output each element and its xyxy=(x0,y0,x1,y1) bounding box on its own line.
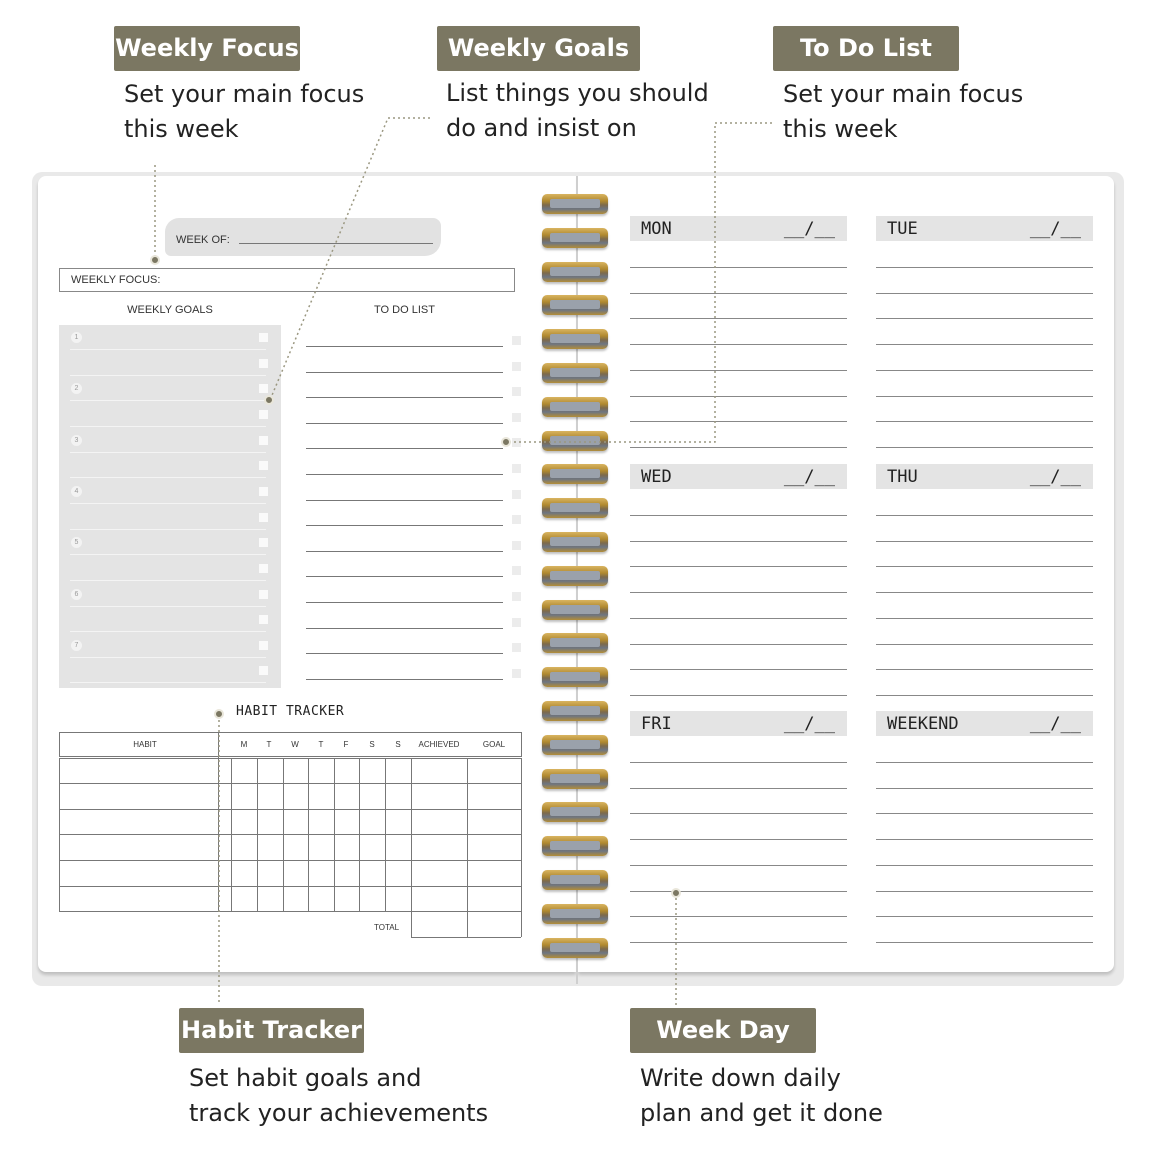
desc-habit-tracker xyxy=(189,1061,488,1131)
day-name: FRI xyxy=(641,714,672,734)
marker-to-do-list xyxy=(501,437,511,447)
desc-week-day xyxy=(640,1061,883,1131)
weekly-focus-label: WEEKLY FOCUS: xyxy=(71,274,161,286)
habit-header: ACHIEVED xyxy=(418,740,460,749)
desc-line: Set habit goals and xyxy=(189,1064,422,1092)
desc-weekly-goals xyxy=(446,76,709,146)
desc-to-do-list xyxy=(783,77,1023,147)
badge-weekly-goals: Weekly Goals xyxy=(437,26,640,71)
goal-number: 4 xyxy=(71,486,82,497)
habit-header: T xyxy=(318,740,324,749)
day-date-slot[interactable]: __/__ xyxy=(783,467,835,487)
goal-number: 6 xyxy=(71,589,82,600)
weekly-goals-heading: WEEKLY GOALS xyxy=(127,304,213,316)
day-name: TUE xyxy=(887,219,918,239)
habit-header: F xyxy=(343,740,349,749)
day-date-slot[interactable]: __/__ xyxy=(1029,219,1081,239)
goal-number: 2 xyxy=(71,383,82,394)
habit-header: S xyxy=(369,740,375,749)
habit-header: M xyxy=(240,740,248,749)
day-date-slot[interactable]: __/__ xyxy=(1029,467,1081,487)
habit-total-label: TOTAL xyxy=(374,923,400,932)
day-name: WED xyxy=(641,467,672,487)
marker-habit-tracker xyxy=(214,709,224,719)
desc-line: List things you should xyxy=(446,79,709,107)
goal-number: 1 xyxy=(71,332,82,343)
desc-line: this week xyxy=(783,115,898,143)
day-name: WEEKEND xyxy=(887,714,959,734)
habit-header: W xyxy=(291,740,299,749)
badge-habit-tracker: Habit Tracker xyxy=(179,1008,364,1053)
badge-week-day: Week Day xyxy=(630,1008,816,1053)
desc-line: this week xyxy=(124,115,239,143)
marker-week-day xyxy=(671,888,681,898)
badge-weekly-focus: Weekly Focus xyxy=(114,26,300,71)
desc-line: do and insist on xyxy=(446,114,637,142)
leader-weekly-goals xyxy=(270,118,430,400)
habit-header: T xyxy=(266,740,272,749)
marker-weekly-focus xyxy=(150,255,160,265)
habit-tracker-title: HABIT TRACKER xyxy=(236,704,345,719)
goal-number: 3 xyxy=(71,435,82,446)
desc-weekly-focus xyxy=(124,77,364,147)
habit-header: S xyxy=(395,740,401,749)
desc-line: Set your main focus xyxy=(124,80,365,108)
day-name: MON xyxy=(641,219,672,239)
badge-to-do-list: To Do List xyxy=(773,26,959,71)
desc-line: Set your main focus xyxy=(783,80,1024,108)
goal-number: 7 xyxy=(71,640,82,651)
day-date-slot[interactable]: __/__ xyxy=(783,714,835,734)
day-name: THU xyxy=(887,467,918,487)
desc-line: Write down daily xyxy=(640,1064,841,1092)
goal-number: 5 xyxy=(71,537,82,548)
leader-to-do-list xyxy=(506,123,772,442)
todo-list-heading: TO DO LIST xyxy=(374,304,435,316)
week-of-label: WEEK OF: xyxy=(176,234,230,246)
marker-weekly-goals xyxy=(264,395,274,405)
day-date-slot[interactable]: __/__ xyxy=(1029,714,1081,734)
desc-line: plan and get it done xyxy=(640,1099,883,1127)
desc-line: track your achievements xyxy=(189,1099,489,1127)
day-date-slot[interactable]: __/__ xyxy=(783,219,835,239)
habit-header: GOAL xyxy=(482,740,506,749)
habit-header: HABIT xyxy=(133,740,157,749)
